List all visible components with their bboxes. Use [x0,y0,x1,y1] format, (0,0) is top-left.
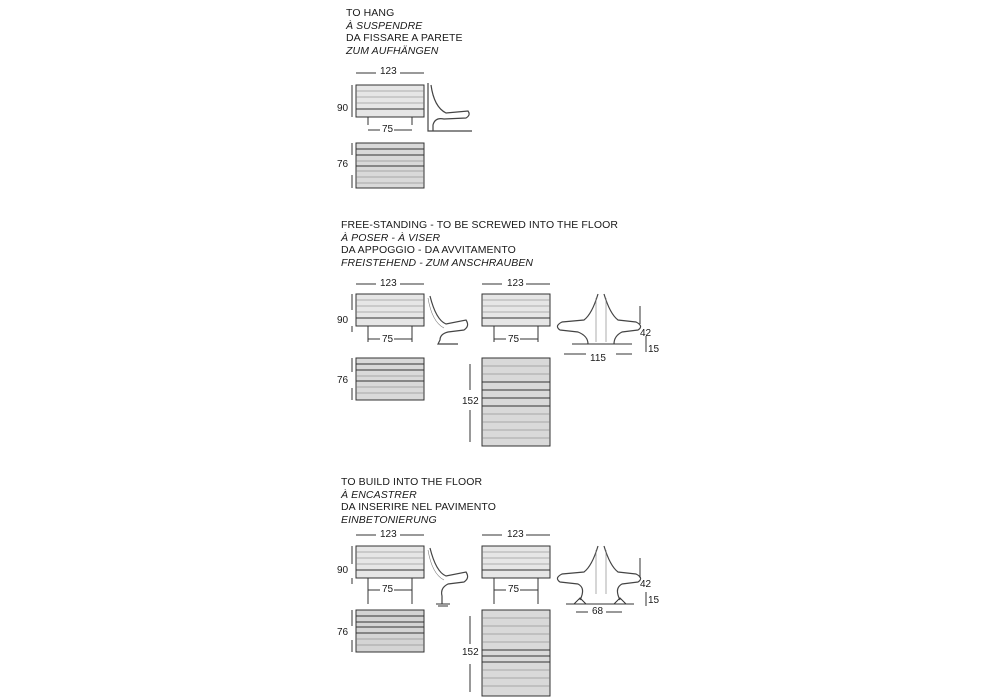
dim-base-width-label: 115 [590,353,606,364]
header-line: ZUM AUFHÄNGEN [346,44,439,57]
dim-width-label: 123 [380,278,397,289]
dim-depth-label: 75 [508,334,520,345]
dim-base-height-label: 15 [648,595,660,606]
dim-depth-label: 152 [462,647,479,658]
header-line: EINBETONIERUNG [341,513,437,526]
header-line: DA APPOGGIO - DA AVVITAMENTO [341,244,516,256]
section-build-in-header [341,476,496,526]
dim-width-label: 123 [507,529,524,540]
dim-seat-height-label: 42 [640,579,652,590]
dim-height-label: 90 [337,103,349,114]
dim-depth-label: 152 [462,396,479,407]
header-line: DA INSERIRE NEL PAVIMENTO [341,501,496,513]
header-line: FREISTEHEND - ZUM ANSCHRAUBEN [341,256,534,269]
header-line: TO BUILD INTO THE FLOOR [341,476,483,488]
header-line: À SUSPENDRE [346,19,423,32]
dim-depth-label: 76 [337,375,349,386]
dim-height-label: 90 [337,315,349,326]
dim-depth-label: 75 [508,584,520,595]
dim-depth-label: 76 [337,627,349,638]
dim-seat-height-label: 42 [640,328,652,339]
freestanding-drawings [340,280,660,450]
dim-height-label: 90 [337,565,349,576]
dim-width-label: 123 [380,66,397,77]
dim-depth-label: 76 [337,159,349,170]
section-freestanding-header [341,219,618,269]
build-in-drawings [340,529,660,698]
header-line: À POSER - À VISER [341,231,441,244]
header-line: FREE-STANDING - TO BE SCREWED INTO THE FLOOR [341,219,619,231]
header-line: DA FISSARE A PARETE [346,32,463,44]
dim-depth-label: 75 [382,584,394,595]
dim-base-width-label: 68 [592,606,604,617]
hang-drawings [340,65,490,195]
dim-width-label: 123 [507,278,524,289]
section-hang-header [346,7,463,57]
header-line: TO HANG [346,7,395,19]
dim-depth-label: 75 [382,124,394,135]
dim-width-label: 123 [380,529,397,540]
header-line: À ENCASTRER [341,488,417,501]
dim-depth-label: 75 [382,334,394,345]
dim-base-height-label: 15 [648,344,660,355]
